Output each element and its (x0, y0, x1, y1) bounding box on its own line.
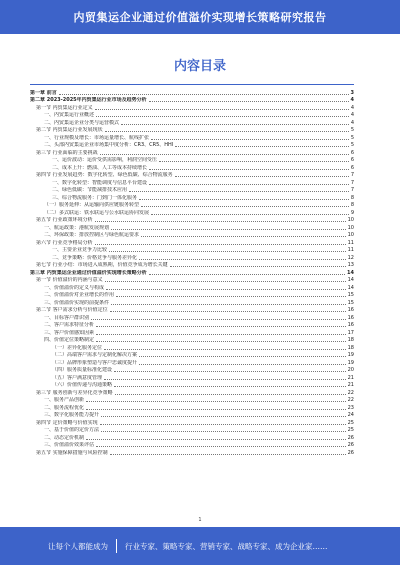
toc-dot-leader (116, 296, 346, 297)
toc-dot-leader (96, 116, 349, 117)
toc-entry-page: 26 (347, 434, 354, 441)
toc-entry[interactable] (30, 328, 354, 336)
toc-entry[interactable] (30, 396, 354, 404)
toc-entry-page: 4 (350, 97, 354, 103)
report-title: 内贸集运企业通过价值溢价实现增长策略研究报告 (73, 11, 327, 24)
toc-entry-label: 第七节 行业小结：市场进入成熟期，价值竞争成为增长关键 (36, 262, 168, 268)
toc-dot-leader (175, 176, 349, 177)
toc-entry[interactable] (30, 208, 354, 216)
toc-entry-label: 一、运价波动：运价受供需影响，利润空间受压 (52, 157, 158, 163)
toc-entry[interactable] (30, 111, 354, 119)
toc-entry-page: 4 (350, 119, 354, 126)
toc-dot-leader (96, 341, 346, 342)
toc-entry-label: 三、数字化服务能力提升 (44, 412, 100, 418)
toc-entry-label: 第三节 服务创新与差异化竞争策略 (36, 389, 113, 396)
toc-entry-label: 第五节 行业政策环境分析 (36, 217, 93, 223)
toc-dot-leader (129, 191, 349, 192)
toc-entry[interactable] (30, 141, 354, 149)
toc-entry[interactable] (30, 321, 354, 329)
toc-entry-page: 9 (350, 209, 354, 216)
toc-entry-label: 四、价值定位策略制定 (44, 337, 95, 343)
toc-entry-label: （二）多式联运：铁水联运与公水联运协同发展 (44, 209, 150, 216)
toc-entry-label: 一、目标客户群识别 (44, 314, 90, 321)
toc-entry-page: 7 (350, 179, 354, 186)
toc-entry-page: 6 (350, 164, 354, 171)
toc-entry[interactable] (30, 441, 354, 449)
toc-divider (30, 84, 354, 85)
toc-entry-label: 二、价值溢价对企业增长的作用 (44, 292, 115, 298)
toc-entry[interactable] (30, 231, 354, 239)
toc-entry[interactable] (30, 366, 354, 374)
toc-entry-page: 25 (347, 419, 354, 426)
toc-entry-label: 第五节 实施保障措施与风险控制 (36, 449, 108, 456)
toc-entry-label: 三、综合物流服务：门到门一体化服务 (52, 194, 138, 201)
toc-entry-page: 22 (347, 397, 354, 403)
toc-entry-page: 21 (347, 374, 354, 381)
toc-entry-page: 11 (347, 247, 354, 253)
toc-entry[interactable] (30, 268, 354, 276)
toc-entry-page: 7 (350, 172, 354, 178)
toc-entry-page: 7 (350, 187, 354, 193)
toc-dot-leader (149, 184, 349, 185)
toc-entry-label: 二、服务流程优化 (44, 404, 85, 411)
toc-dot-leader (111, 304, 346, 305)
toc-dot-leader (121, 124, 349, 125)
toc-entry-label: 一、服务产品创新 (44, 397, 85, 403)
toc-entry-label: 第六节 行业竞争格局分析 (36, 239, 93, 246)
toc-entry[interactable] (30, 283, 354, 291)
toc-dot-leader (96, 326, 346, 327)
toc-dot-leader (104, 349, 346, 350)
footer-divider (116, 539, 117, 553)
toc-entry-label: （二）高端客户需求与定制化解决方案 (52, 352, 138, 358)
toc-dot-leader (110, 454, 346, 455)
toc-dot-leader (151, 139, 349, 140)
toc-entry[interactable] (30, 381, 354, 389)
toc-dot-leader (109, 251, 346, 252)
toc-entry[interactable] (30, 178, 354, 186)
toc-entry-page: 6 (350, 157, 354, 163)
toc-entry-page: 25 (347, 427, 354, 433)
toc-dot-leader (100, 424, 346, 425)
toc-entry[interactable] (30, 246, 354, 254)
toc-entry-label: 二、成本上升：燃油、人工等成本持续增长 (52, 164, 148, 171)
toc-entry[interactable] (30, 223, 354, 231)
toc-entry-page: 16 (347, 307, 354, 313)
toc-entry-label: 第二章 2023-2025年内贸集运行业市场及趋势分析 (30, 97, 147, 103)
toc-dot-leader (110, 311, 346, 312)
page-number: 1 (198, 517, 202, 523)
toc-dot-leader (105, 281, 346, 282)
toc-dot-leader (141, 206, 349, 207)
toc-entry-page: 19 (347, 359, 354, 366)
toc-entry-page: 22 (347, 389, 354, 396)
toc-entry-label: 第一节 内贸集运行业定义 (36, 104, 93, 111)
toc-entry[interactable] (30, 88, 354, 96)
toc-dot-leader (149, 274, 345, 275)
toc-entry-page: 26 (347, 449, 354, 456)
toc-entry[interactable] (30, 148, 354, 156)
toc-entry-page: 23 (347, 404, 354, 411)
toc-entry[interactable] (30, 411, 354, 419)
header-banner (0, 0, 400, 34)
toc-entry[interactable] (30, 358, 354, 366)
toc-dot-leader (106, 289, 346, 290)
toc-heading: 内容目录 (173, 59, 226, 74)
toc-entry[interactable] (30, 163, 354, 171)
toc-entry-page: 16 (347, 322, 354, 328)
toc-entry[interactable] (30, 103, 354, 111)
toc-dot-leader (100, 154, 349, 155)
toc-dot-leader (114, 371, 346, 372)
toc-dot-leader (86, 401, 346, 402)
toc-entry-page: 14 (347, 269, 354, 276)
toc-dot-leader (151, 214, 349, 215)
toc-dot-leader (91, 319, 346, 320)
toc-entry-label: 三、客户价值感知因素 (44, 329, 95, 336)
toc-dot-leader (159, 161, 349, 162)
toc-entry-page: 12 (347, 254, 354, 261)
footer-banner (0, 527, 400, 565)
toc-entry[interactable] (30, 388, 354, 396)
toc-dot-leader (149, 169, 349, 170)
toc-entry[interactable] (30, 313, 354, 321)
toc-entry-label: （一）服务延伸：从运输向供应链服务转型 (44, 202, 140, 208)
toc-entry-label: 第二节 内贸集运行业发展现状 (36, 127, 103, 133)
toc-dot-leader (139, 199, 349, 200)
toc-entry-label: 第三节 行业面临的主要挑战 (36, 149, 98, 156)
toc-entry-label: 第一节 价值溢价的内涵与意义 (36, 277, 103, 283)
toc-entry-page: 5 (350, 142, 354, 148)
toc-dot-leader (141, 236, 346, 237)
toc-entry[interactable] (30, 171, 354, 179)
toc-entry[interactable] (30, 433, 354, 441)
toc-entry[interactable] (30, 373, 354, 381)
toc-entry[interactable] (30, 118, 354, 126)
toc-dot-leader (175, 146, 349, 147)
toc-entry[interactable] (30, 186, 354, 194)
toc-entry-page: 6 (350, 149, 354, 156)
toc-entry-label: 二、客户需求特征分析 (44, 322, 95, 328)
toc-entry-label: （一）差异化服务定位 (52, 344, 103, 351)
toc-dot-leader (170, 266, 346, 267)
toc-entry[interactable] (30, 201, 354, 209)
toc-entry-page: 4 (350, 112, 354, 118)
toc-entry-label: 二、头部内贸集运企业市场集中度分析：CR3、CR5、HHI (44, 142, 174, 148)
toc-entry[interactable] (30, 133, 354, 141)
toc-entry-label: 第四节 定价策略与价值实现 (36, 419, 98, 426)
toc-entry-label: （三）品牌形象塑造与客户忠诚度提升 (52, 359, 138, 366)
toc-dot-leader (139, 364, 346, 365)
toc-entry-label: 一、数字化转型：智能调度与信息平台建设 (52, 179, 148, 186)
toc-entry-page: 10 (347, 224, 354, 231)
toc-dot-leader (139, 259, 346, 260)
toc-entry-label: 三、价值溢价效果评估 (44, 442, 95, 448)
toc-dot-leader (114, 386, 346, 387)
footer-slogan: 让每个人都能成为 (48, 541, 108, 551)
toc-entry[interactable] (30, 126, 354, 134)
toc-entry-page: 24 (347, 412, 354, 418)
toc-entry-page: 20 (347, 367, 354, 373)
toc-entry-label: 二、内贸集运企业分类与运营模式 (44, 119, 120, 126)
toc-entry[interactable] (30, 156, 354, 164)
toc-entry-label: 二、绿色低碳：节能减排技术应用 (52, 187, 128, 193)
toc-entry-page: 21 (347, 382, 354, 388)
toc-entry-page: 18 (347, 337, 354, 343)
toc-entry-page: 15 (347, 292, 354, 298)
toc-entry[interactable] (30, 418, 354, 426)
toc-entry-page: 16 (347, 314, 354, 321)
toc-entry[interactable] (30, 261, 354, 269)
toc-entry[interactable] (30, 193, 354, 201)
toc-entry[interactable] (30, 253, 354, 261)
toc-entry[interactable] (30, 351, 354, 359)
toc-entry-label: 一、主要企业竞争力比较 (52, 247, 108, 253)
toc-entry-page: 15 (347, 299, 354, 306)
toc-dot-leader (95, 109, 349, 110)
toc-entry-page: 10 (347, 217, 354, 223)
toc-entry-label: 一、内贸集运行业概述 (44, 112, 95, 118)
toc-entry-label: 一、航运政策：港航发展规划 (44, 224, 110, 231)
toc-entry[interactable] (30, 276, 354, 284)
toc-entry-label: 第四节 行业发展趋势：数字化转型、绿色低碳、综合物流服务 (36, 172, 173, 178)
toc-entry-page: 10 (347, 232, 354, 238)
toc-entry-page: 3 (350, 89, 354, 96)
toc-entry-page: 18 (347, 344, 354, 351)
toc-dot-leader (86, 409, 346, 410)
toc-entry-page: 14 (347, 284, 354, 291)
toc-entry-page: 8 (350, 194, 354, 201)
toc-entry[interactable] (30, 426, 354, 434)
toc-entry-page: 4 (350, 104, 354, 111)
toc-entry-page: 14 (347, 277, 354, 283)
toc-dot-leader (86, 439, 346, 440)
toc-dot-leader (59, 94, 349, 95)
toc-dot-leader (139, 356, 346, 357)
toc-entry[interactable] (30, 343, 354, 351)
toc-entry[interactable] (30, 306, 354, 314)
toc-entry-label: 第三章 内贸集运企业通过价值溢价实现增长策略分析 (30, 269, 147, 276)
toc-dot-leader (111, 229, 346, 230)
toc-entry-label: 一、价值溢价的定义与构成 (44, 284, 105, 291)
toc-entry-page: 5 (350, 134, 354, 141)
toc-entry-page: 13 (347, 262, 354, 268)
toc-entry-label: （四）服务质量标准化建设 (52, 367, 113, 373)
toc-entry-label: 二、动态定价机制 (44, 434, 85, 441)
toc-entry-label: （六）价值传递与沟通策略 (52, 382, 113, 388)
toc-entry[interactable] (30, 448, 354, 456)
footer-roles: 行业专家、策略专家、营销专家、战略专家、成为企业家…… (125, 541, 328, 551)
toc-entry[interactable] (30, 96, 354, 104)
toc-dot-leader (101, 416, 346, 417)
toc-entry-page: 17 (347, 329, 354, 336)
toc-dot-leader (105, 131, 349, 132)
toc-dot-leader (95, 244, 346, 245)
toc-dot-leader (95, 221, 346, 222)
toc-entry[interactable] (30, 298, 354, 306)
toc-dot-leader (104, 379, 346, 380)
toc-entry[interactable] (30, 238, 354, 246)
toc-entry-label: 一、行业规模及增长：市场运量增长、航线扩张 (44, 134, 150, 141)
toc-entry-page: 5 (350, 127, 354, 133)
toc-entry-label: 一、基于价值的定价方法 (44, 427, 100, 433)
toc-dot-leader (149, 101, 349, 102)
toc-entry[interactable] (30, 216, 354, 224)
toc-entry-page: 26 (347, 442, 354, 448)
toc-entry-label: 二、环保政策：排放控制区与绿色航运要求 (44, 232, 140, 238)
toc-entry[interactable] (30, 403, 354, 411)
toc-entry-label: 三、价值溢价实现的前提条件 (44, 299, 110, 306)
toc-entry[interactable] (30, 291, 354, 299)
toc-entry-label: 第二节 客户需求分析与价值定位 (36, 307, 108, 313)
toc-entry[interactable] (30, 336, 354, 344)
toc-dot-leader (115, 394, 346, 395)
toc-dot-leader (101, 431, 346, 432)
toc-entry-page: 19 (347, 352, 354, 358)
toc-entry-page: 8 (350, 202, 354, 208)
toc-entry-label: （五）客户满意度管理 (52, 374, 103, 381)
toc-entry-label: 第一章 前言 (30, 89, 57, 96)
toc-entry-page: 11 (347, 239, 354, 246)
toc-entry-label: 二、竞争策略：价格竞争与服务差异化 (52, 254, 138, 261)
toc-dot-leader (96, 334, 346, 335)
toc-dot-leader (96, 446, 346, 447)
table-of-contents (30, 88, 354, 456)
